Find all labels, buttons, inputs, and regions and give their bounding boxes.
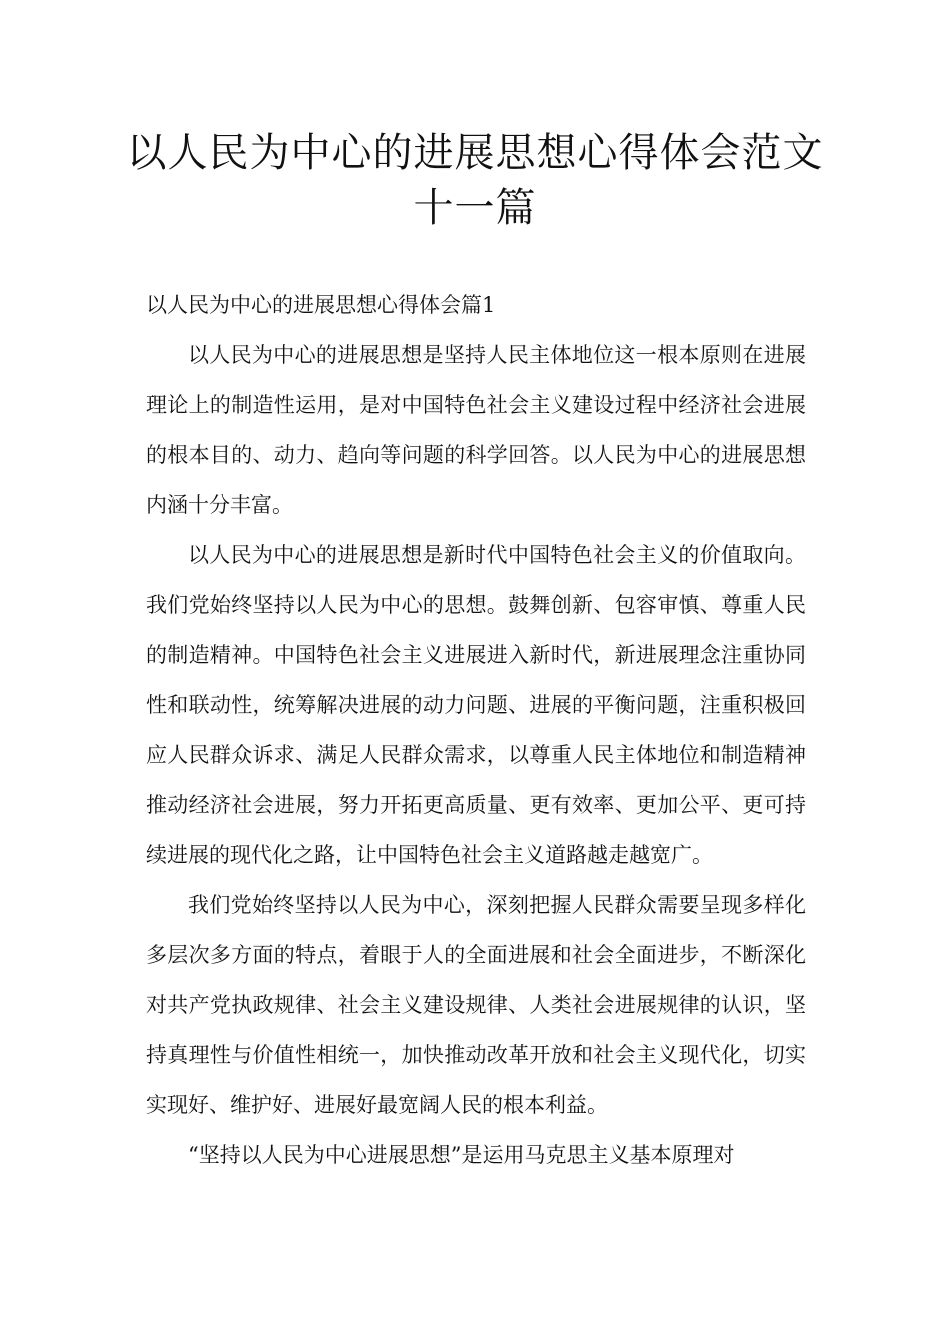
section-heading: 以人民为中心的进展思想心得体会篇1	[146, 293, 496, 317]
paragraph-1: 以人民为中心的进展思想是坚持人民主体地位这一根本原则在进展理论上的制造性运用，是对中国特色社会主义建设过程中经济社会进展的根本目的、动力、趋向等问题的科学回答。以人民为中心的进展思想内涵十分丰富。	[146, 343, 806, 517]
document-title	[120, 126, 830, 236]
paragraph-3: 我们党始终坚持以人民为中心，深刻把握人民群众需要呈现多样化多层次多方面的特点，着眼于人的全面进展和社会全面进步，不断深化对共产党执政规律、社会主义建设规律、人类社会进展规律的认识，坚持真理性与价值性相统一，加快推动改革开放和社会主义现代化，切实实现好、维护好、进展好最宽阔人民的根本利益。	[146, 893, 806, 1117]
document-body	[146, 280, 806, 1180]
title-line-2: 十一篇	[413, 185, 537, 231]
title-line-1: 以人民为中心的进展思想心得体会范文	[126, 130, 824, 176]
paragraph-2: 以人民为中心的进展思想是新时代中国特色社会主义的价值取向。我们党始终坚持以人民为中心的思想。鼓舞创新、包容审慎、尊重人民的制造精神。中国特色社会主义进展进入新时代，新进展理念注重协同性和联动性，统筹解决进展的动力问题、进展的平衡问题，注重积极回应人民群众诉求、满足人民群众需求，以尊重人民主体地位和制造精神推动经济社会进展，努力开拓更高质量、更有效率、更加公平、更可持续进展的现代化之路，让中国特色社会主义道路越走越宽广。	[146, 543, 806, 867]
paragraph-4: “坚持以人民为中心进展思想”是运用马克思主义基本原理对	[188, 1143, 735, 1167]
